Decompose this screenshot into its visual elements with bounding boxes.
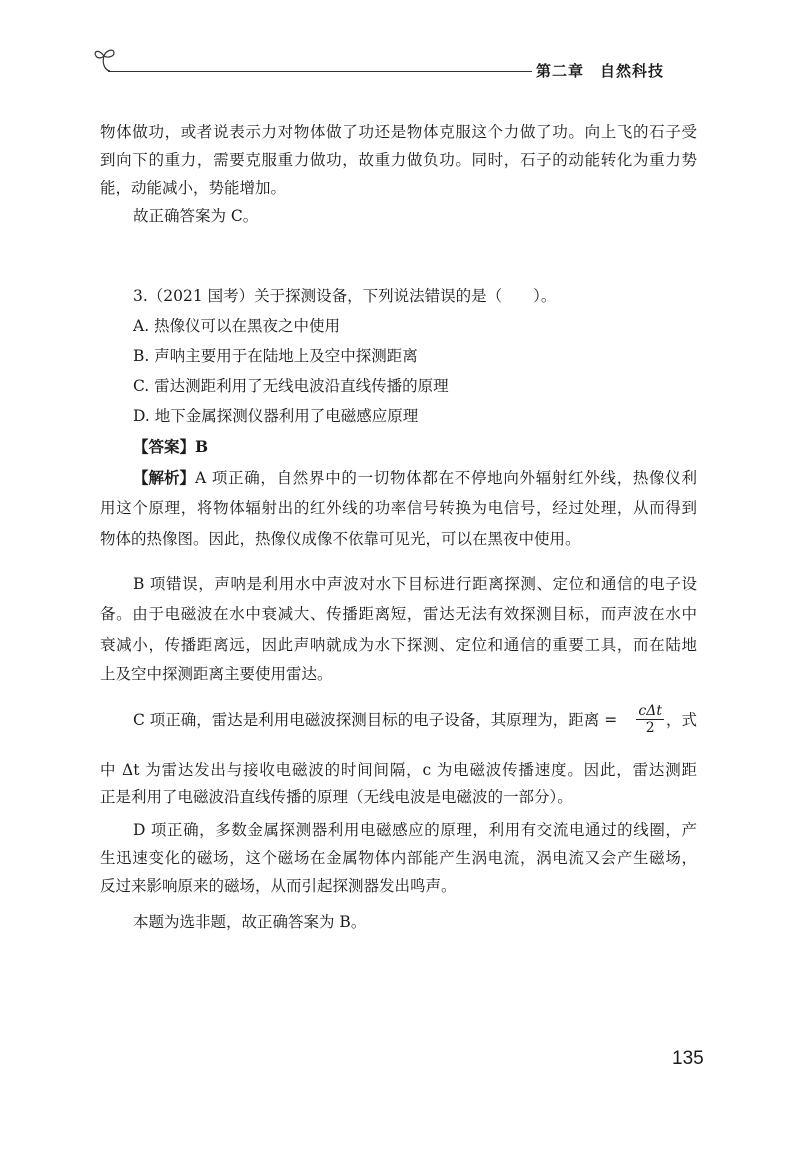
text-line: 中 Δt 为雷达发出与接收电磁波的时间间隔，c 为电磁波传播速度。因此，雷达测距 xyxy=(100,761,697,779)
header-rule xyxy=(108,71,532,72)
text-line: 反过来影响原来的磁场，从而引起探测器发出鸣声。 xyxy=(100,877,457,895)
text-line: C 项正确，雷达是利用电磁波探测目标的电子设备，其原理为，距离 = xyxy=(133,710,618,729)
text-line: 备。由于电磁波在水中衰减大、传播距离短，雷达无法有效探测目标，而声波在水中 xyxy=(100,605,697,623)
formula-denominator: 2 xyxy=(645,720,655,736)
text-line: 上及空中探测距离主要使用雷达。 xyxy=(100,665,333,683)
analysis-c-formula-line xyxy=(133,703,697,736)
analysis-label: 【解析】 xyxy=(133,468,196,487)
option-d: D. 地下金属探测仪器利用了电磁感应原理 xyxy=(133,407,419,425)
text-line: 生迅速变化的磁场，这个磁场在金属物体内部能产生涡电流，涡电流又会产生磁场， xyxy=(100,849,697,867)
analysis-a-first xyxy=(133,468,697,488)
text-line: 正是利用了电磁波沿直线传播的原理（无线电波是电磁波的一部分）。 xyxy=(100,788,573,806)
answer-label: 【答案】 xyxy=(133,437,196,456)
conclusion: 本题为选非题，故正确答案为 B。 xyxy=(133,913,367,931)
option-a: A. 热像仪可以在黑夜之中使用 xyxy=(133,317,341,335)
text-line: 物体做功，或者说表示力对物体做了功还是物体克服这个力做了功。向上飞的石子受 xyxy=(100,123,697,141)
option-c: C. 雷达测距利用了无线电波沿直线传播的原理 xyxy=(133,377,449,395)
text-line: ，式 xyxy=(665,710,697,729)
text-line: 故正确答案为 C。 xyxy=(133,207,259,225)
text-line: 能，动能减小，势能增加。 xyxy=(100,179,287,197)
text-line: 到向下的重力，需要克服重力做功，故重力做负功。同时，石子的动能转化为重力势 xyxy=(100,151,697,169)
page-number: 135 xyxy=(672,1048,704,1069)
formula-numerator: cΔt xyxy=(638,703,662,719)
question-text: 3.（2021 国考）关于探测设备，下列说法错误的是（ ）。 xyxy=(133,287,557,305)
text-line: A 项正确，自然界中的一切物体都在不停地向外辐射红外线，热像仪利 xyxy=(195,469,697,487)
chapter-title: 第二章 自然科技 xyxy=(536,62,665,80)
formula-fraction xyxy=(636,703,664,736)
text-line: B 项错误，声呐是利用水中声波对水下目标进行距离探测、定位和通信的电子设 xyxy=(133,575,697,593)
text-line: 物体的热像图。因此，热像仪成像不依靠可见光，可以在黑夜中使用。 xyxy=(100,530,581,548)
text-line: D 项正确，多数金属探测器利用电磁感应的原理，利用有交流电通过的线圈，产 xyxy=(133,821,697,839)
answer-value: B xyxy=(195,437,209,456)
text-line: 衰减小，传播距离远，因此声呐就成为水下探测、定位和通信的重要工具，而在陆地 xyxy=(100,636,697,654)
answer xyxy=(133,437,730,457)
option-b: B. 声呐主要用于在陆地上及空中探测距离 xyxy=(133,347,418,365)
text-line: 用这个原理，将物体辐射出的红外线的功率信号转换为电信号，经过处理，从而得到 xyxy=(100,499,697,517)
sprout-icon xyxy=(92,46,122,74)
